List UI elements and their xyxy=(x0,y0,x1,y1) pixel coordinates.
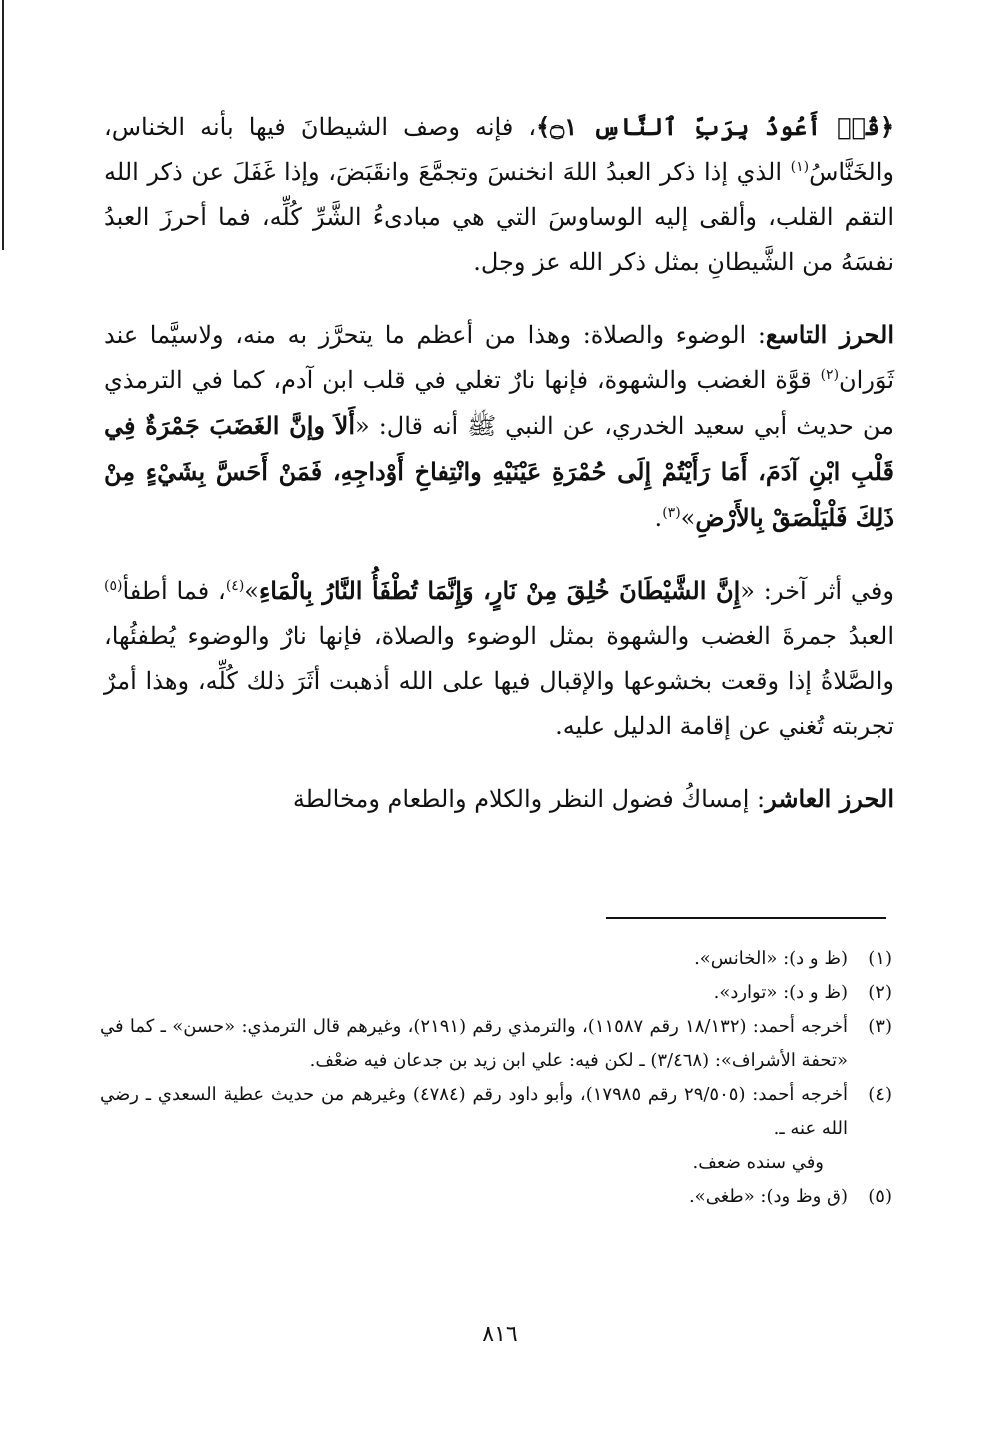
footnote-text: أخرجه أحمد: (٢٩/٥٠٥ رقم ١٧٩٨٥)، وأبو داود رقم (٤٧٨٤) وغيرهم من حديث عطية السعدي ـ رضي الله عنه ـ. xyxy=(100,1084,848,1139)
text-span: قوَّة الغضب والشهوة، فإنها نارٌ تغلي في قلب ابن آدم، كما في الترمذي من حديث أبي سعيد الخدري، عن النبي ﷺ أنه قال: « xyxy=(104,366,895,440)
text-span: » xyxy=(244,577,259,605)
footnote-text: (ق وظ ود): «طغى». xyxy=(688,1186,848,1207)
paragraph-1 xyxy=(104,104,894,285)
footnote-5 xyxy=(100,1180,892,1214)
section-heading-ninth: الحرز التاسع xyxy=(765,320,894,349)
footnote-number: (٢) xyxy=(868,982,892,1003)
footnote-ref-3[interactable]: (٣) xyxy=(662,505,681,521)
footnote-ref-2[interactable]: (٢) xyxy=(820,367,840,383)
footnote-ref-1[interactable]: (١) xyxy=(790,159,810,175)
footnote-number: (٣) xyxy=(868,1016,892,1037)
footnote-text: أخرجه أحمد: (١٨/١٣٢ رقم ١١٥٨٧)، والترمذي رقم (٢١٩١)، وغيرهم قال الترمذي: «حسن» ـ كما في «تحفة الأشراف»: (٣/٤٦٨) ـ لكن فيه: علي ابن زيد بن جدعان فيه ضعْف. xyxy=(100,1016,848,1071)
text-span: ، فإنه وصف الشيطانَ فيها بأنه الخناس، والخَنَّاسُ xyxy=(104,113,894,186)
text-span: : الوضوء والصلاة: وهذا من أعظم ما يتحرَّز به منه، ولاسيَّما عند ثَوَران xyxy=(104,321,894,394)
footnote-text: وفي سنده ضعف. xyxy=(692,1152,824,1173)
footnote-number: (٤) xyxy=(868,1084,892,1105)
text-span: . xyxy=(654,504,663,532)
footnote-4 xyxy=(100,1078,892,1180)
main-text xyxy=(104,104,894,822)
footnote-text: (ظ و د): «توارد». xyxy=(713,982,848,1003)
paragraph-2 xyxy=(104,312,894,541)
footnote-3 xyxy=(100,1010,892,1078)
footnote-number: (١) xyxy=(868,948,892,969)
margin-rule xyxy=(2,0,4,250)
text-span: : إمساكُ فضول النظر والكلام والطعام ومخالطة xyxy=(292,785,766,813)
text-span: العبدُ جمرةَ الغضب والشهوة بمثل الوضوء والصلاة، فإنها نارٌ والوضوء يُطفئُها، والصَّلاةُ إذا وقعت بخشوعها والإقبال فيها على الله أذهبت أثَرَ ذلك كُلِّه، وهذا أمرٌ تجربته تُغني عن إقامة الدليل عليه. xyxy=(104,622,894,740)
section-heading-tenth: الحرز العاشر xyxy=(765,784,894,813)
text-span: » xyxy=(680,504,696,532)
hadith-text: أَلاَ وإنَّ الغَضَبَ جَمْرَةٌ فِي قَلْبِ ابْنِ آدَمَ، أَمَا رَأَيْتُمْ إِلَى حُمْرَةِ عَيْنَيْهِ وانْتِفاخِ أَوْداجِهِ، فَمَنْ أَحَسَّ بِشَيْءٍ مِنْ ذَلِكَ فَلْيَلْصَقْ بِالأَرْضِ xyxy=(104,411,894,532)
footnote-body xyxy=(100,942,848,976)
footnote-ref-4[interactable]: (٤) xyxy=(225,578,245,594)
text-span: وفي أثر آخر: « xyxy=(740,577,894,605)
footnote-number: (٥) xyxy=(868,1186,892,1207)
footnote-body xyxy=(100,1180,848,1214)
text-span: الذي إذا ذكر العبدُ اللهَ انخنسَ وتجمَّعَ وانقَبَضَ، وإذا غَفَلَ عن ذكر الله التقم القلب، وألقى إليه الوساوسَ التي هي مبادىءُ الشَّرِّ كُلِّه، فما أحرزَ العبدُ نفسَهُ من الشَّيطانِ بمثل ذكر الله عز وجل. xyxy=(104,158,894,276)
page-number: ٨١٦ xyxy=(482,1322,518,1347)
footnote-body xyxy=(100,1078,848,1180)
footnote-body xyxy=(100,1010,848,1078)
paragraph-3 xyxy=(104,568,894,749)
paragraph-4 xyxy=(104,776,894,822)
footnotes xyxy=(100,942,892,1214)
quran-verse: ﴿قُلۡ أَعُوذُ بِرَبِّ ٱلنَّاسِ ۝١﴾ xyxy=(536,112,895,141)
footnote-ref-5[interactable]: (٥) xyxy=(104,578,123,594)
footnote-text: (ظ و د): «الخانس». xyxy=(694,948,848,969)
footnote-2 xyxy=(100,976,892,1010)
athar-text: إِنَّ الشَّيْطَانَ خُلِقَ مِنْ نَارٍ، وَإِنَّمَا تُطْفَأُ النَّارُ بِالْمَاءِ xyxy=(258,576,741,605)
text-span: ، فما أطفأ xyxy=(122,577,226,605)
footnote-separator xyxy=(606,917,886,919)
footnote-body xyxy=(100,976,848,1010)
footnote-1 xyxy=(100,942,892,976)
